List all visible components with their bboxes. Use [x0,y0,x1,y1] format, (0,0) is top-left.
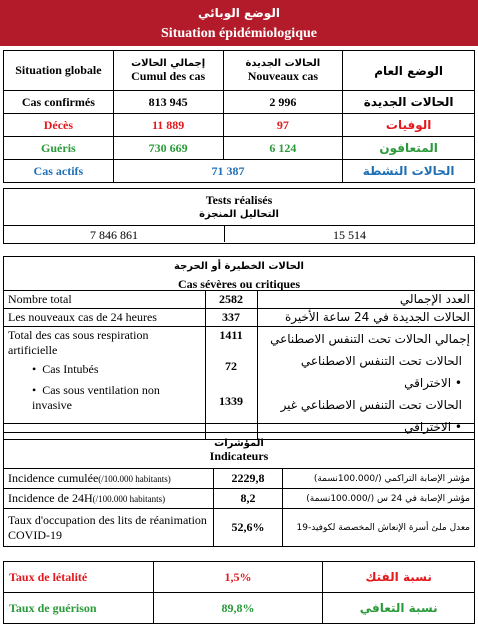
severe-label-fr: Nombre total [4,291,206,309]
severe-value: 337 [205,309,257,327]
row-new: 97 [223,114,343,137]
rates-table [3,561,475,624]
table-row [4,91,475,114]
row-new: 6 124 [223,137,343,160]
indicators-table [3,432,475,547]
header-cumul-ar: إجمالي الحالات [131,57,206,69]
row-new: 2 996 [223,91,343,114]
indicator-unit-ar: (/100.000نسمة) [313,473,382,484]
indicator-name: Incidence cumulée [8,471,99,485]
indicator-unit: (/100.000 habitants) [92,494,166,504]
header-new-fr: Nouveaux cas [247,68,319,83]
indicator-unit-ar: (/100.000نسمة) [306,493,375,504]
recovery-value: 89,8% [153,593,323,624]
severe-label-ar: الحالات الجديدة في 24 ساعة الأخيرة [257,309,475,327]
table-row [4,114,475,137]
respiration-values [205,327,257,440]
intubated-label: Cas Intubés [42,362,99,376]
row-label-fr: Guéris [4,137,114,160]
row-cumul: 11 889 [113,114,223,137]
table-row [4,137,475,160]
tests-values-row [4,225,474,243]
row-cumul: 813 945 [113,91,223,114]
summary-header-row [4,51,475,91]
banner-title-ar: الوضع الوبائي [198,6,280,20]
indicator-value: 52,6% [213,509,283,547]
header-new-ar: الحالات الجديدة [245,57,321,69]
table-row [4,593,475,624]
severe-title-ar: الحالات الخطيرة أو الحرجة [174,261,304,272]
lethality-label-ar: نسبة الفتك [323,562,475,593]
severe-value: 2582 [205,291,257,309]
indicator-label-ar [283,489,475,509]
indicator-unit: (/100.000 habitants) [98,474,171,484]
summary-table [3,50,475,183]
table-row [4,291,475,309]
tests-section [3,188,475,244]
row-label-fr: Décès [4,114,114,137]
tests-title-fr: Tests réalisés [205,193,273,207]
indicator-label-fr: Taux d'occupation des lits de réanimation COVID-19 [4,509,214,547]
indicator-value: 2229,8 [213,469,283,489]
indicator-name-ar: مؤشر الإصابة في 24 س [376,493,470,504]
respiration-label-ar [257,327,475,440]
tests-total: 7 846 861 [90,228,138,242]
intubated-value: 72 [225,359,238,373]
indicator-name: Incidence de 24H [8,491,93,505]
indicator-label-ar [283,469,475,489]
row-label-fr: Cas confirmés [4,91,114,114]
indicators-header-row [4,433,475,469]
tests-title-ar: التحاليل المنجزة [199,209,279,220]
row-label-fr: Cas actifs [4,160,114,183]
table-row [4,489,475,509]
indicator-label-fr [4,469,214,489]
banner-title-fr: Situation épidémiologique [161,26,317,41]
row-label-ar: المتعافون [343,137,475,160]
header-cumul [113,51,223,91]
lethality-value: 1,5% [153,562,323,593]
severe-label-fr: Les nouveaux cas de 24 heures [4,309,206,327]
intubated-label-ar: الحالات تحت التنفس الاصطناعي الاختراقي [300,354,462,390]
severe-title-fr: Cas sévères ou critiques [177,277,301,291]
respiration-total-value: 1411 [219,328,243,342]
row-label-ar: الوفيات [343,114,475,137]
row-cumul: 71 387 [113,160,342,183]
table-row [4,469,475,489]
nonvent-label: Cas sous ventilation non invasive [32,383,160,412]
list-item: الحالات تحت التنفس الاصطناعي الاختراقي • [300,354,462,390]
respiration-row [4,327,475,440]
indicator-value: 8,2 [213,489,283,509]
respiration-total-label: Total des cas sous respiration artificielle [8,328,149,357]
table-row [4,562,475,593]
header-situation: Situation globale [4,51,114,91]
indicator-label-fr [4,489,214,509]
severe-label-ar: العدد الإجمالي [257,291,475,309]
list-item: الحالات تحت التنفس الاصطناعي غير الاختراقي • [280,398,462,434]
row-cumul: 730 669 [113,137,223,160]
respiration-total-label-ar: إجمالي الحالات تحت التنفس الاصطناعي [270,332,470,346]
header-cumul-fr: Cumul des cas [131,68,206,83]
list-item: • Cas Intubés [32,362,99,376]
indicator-name-ar: مؤشر الإصابة التراكمي [384,473,470,484]
table-row [4,509,475,547]
severe-table [3,290,475,440]
lethality-label-fr: Taux de létalité [4,562,154,593]
nonvent-label-ar: الحالات تحت التنفس الاصطناعي غير الاختراقي [280,398,462,434]
nonvent-value: 1339 [219,394,244,408]
table-row [4,309,475,327]
indicators-title-fr: Indicateurs [209,448,269,463]
header-banner [0,0,478,46]
recovery-label-ar: نسبة التعافي [323,593,475,624]
indicators-title-ar: المؤشرات [214,437,264,449]
row-label-ar: الحالات الجديدة [343,91,475,114]
table-row [4,160,475,183]
header-general-ar: الوضع العام [343,51,475,91]
respiration-label-fr [4,327,206,440]
indicator-label-ar: معدل ملئ أسرة الإنعاش المخصصة لكوفيد-19 [283,509,475,547]
recovery-label-fr: Taux de guérison [4,593,154,624]
header-new [223,51,343,91]
tests-new: 15 514 [224,226,474,242]
list-item: • Cas sous ventilation non invasive [32,383,160,412]
indicators-header [4,433,475,469]
row-label-ar: الحالات النشطة [343,160,475,183]
